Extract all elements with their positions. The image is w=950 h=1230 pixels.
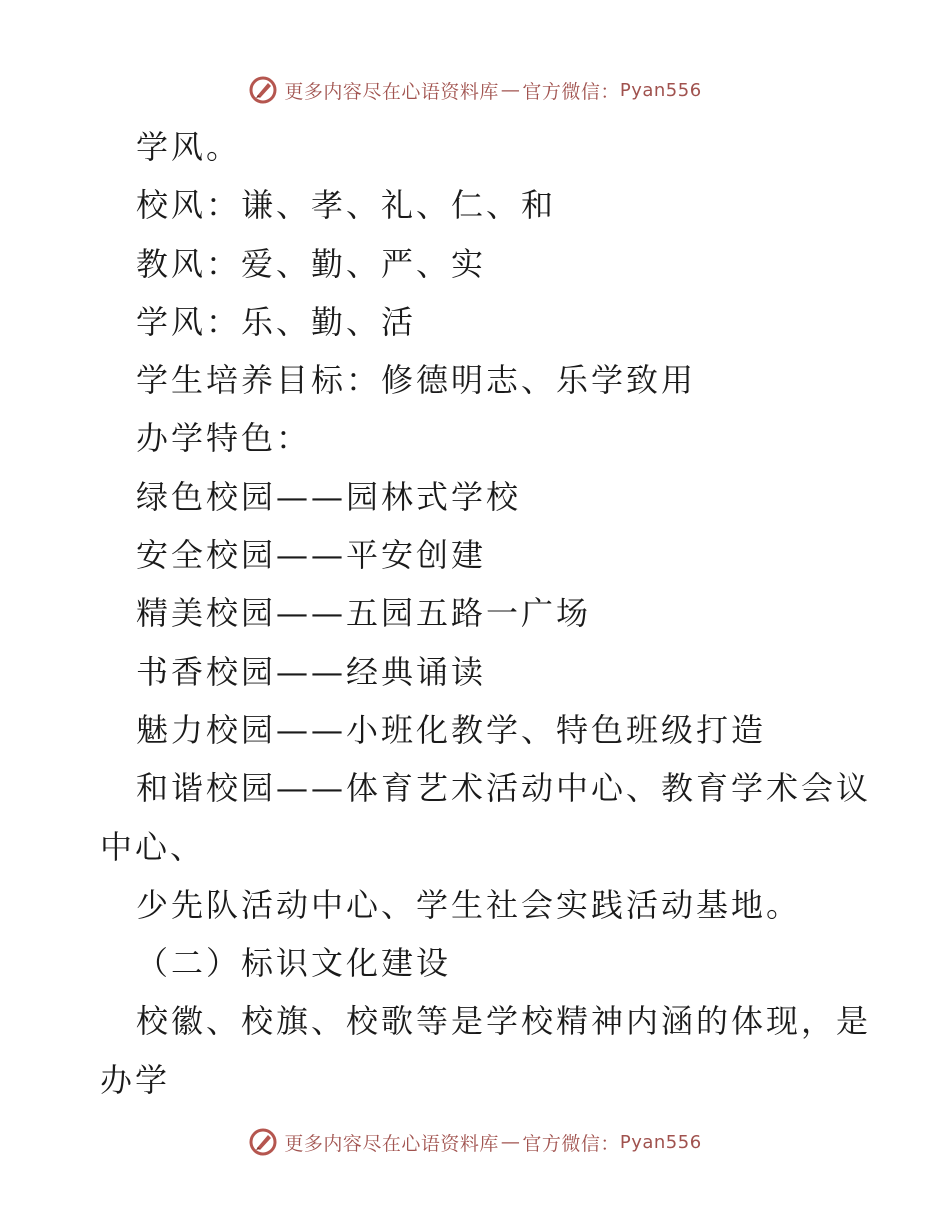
body-line: （二）标识文化建设 [136,944,452,983]
body-line: 绿色校园——园林式学校 [136,477,522,516]
body-line: 校徽、校旗、校歌等是学校精神内涵的体现，是 [136,1002,872,1041]
footer-banner-text: 更多内容尽在心语资料库 [284,1132,499,1155]
footer-banner-separator: — [500,1131,521,1153]
pen-logo-icon [248,1127,278,1157]
body-line: 安全校园——平安创建 [136,536,487,575]
footer-banner [0,1122,950,1162]
body-line: 学风。 [136,128,242,166]
body-line: 校风：谦、孝、礼、仁、和 [136,186,557,225]
header-wechat-label: 官方微信： [522,80,620,103]
header-banner [0,70,950,110]
body-line: 少先队活动中心、学生社会实践活动基地。 [136,885,802,924]
body-line: 书香校园——经典诵读 [136,652,487,691]
body-line: 办学特色： [136,419,312,458]
header-banner-text: 更多内容尽在心语资料库 [284,80,499,103]
header-banner-separator: — [500,79,521,101]
body-line: 和谐校园——体育艺术活动中心、教育学术会议 [136,769,872,808]
body-line: 办学 [100,1060,171,1099]
body-line: 魅力校园——小班化教学、特色班级打造 [136,710,767,749]
header-wechat-id: Pyan556 [619,79,702,101]
footer-wechat-id: Pyan556 [619,1131,702,1153]
body-line: 学风：乐、勤、活 [136,302,417,341]
pen-logo-icon [248,75,278,105]
body-line: 精美校园——五园五路一广场 [136,594,592,633]
body-line: 中心、 [100,827,206,866]
footer-wechat-label: 官方微信： [522,1132,620,1155]
body-line: 教风：爱、勤、严、实 [136,244,487,283]
body-line: 学生培养目标：修德明志、乐学致用 [136,361,697,400]
document-body [100,118,872,1109]
